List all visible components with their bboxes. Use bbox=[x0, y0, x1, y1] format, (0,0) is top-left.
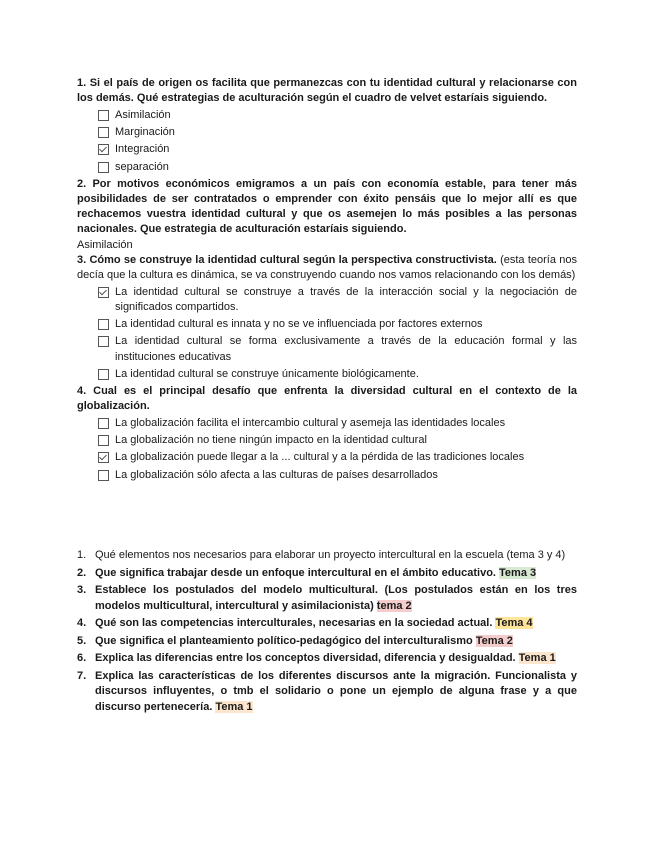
topic-list bbox=[77, 548, 577, 717]
quiz-section bbox=[77, 76, 577, 485]
list-item: 2. Que significa trabajar desde un enfoque intercultural en el ámbito educativo. Tema 3 bbox=[77, 566, 537, 579]
checkbox-icon[interactable] bbox=[98, 110, 109, 121]
checkbox-icon[interactable] bbox=[98, 369, 109, 380]
checked-checkbox-icon[interactable] bbox=[98, 287, 109, 298]
topic-tag: Tema 2 bbox=[475, 634, 513, 647]
checked-checkbox-icon[interactable] bbox=[98, 144, 109, 155]
question-1: 1. Si el país de origen os facilita que permanezcas con tu identidad cultural y relacionarse con los demás. Qué estrategias de aculturación según el cuadro de velvet estaríais siguiendo. bbox=[77, 77, 577, 104]
question-3-options bbox=[77, 285, 577, 382]
option[interactable]: La globalización sólo afecta a las culturas de países desarrollados bbox=[98, 468, 577, 483]
option[interactable]: La globalización puede llegar a la ... cultural y a la pérdida de las tradiciones locales bbox=[98, 450, 577, 465]
topic-tag: Tema 1 bbox=[518, 652, 556, 664]
option[interactable]: La identidad cultural se construye únicamente biológicamente. bbox=[98, 367, 577, 382]
question-4: 4. Cual es el principal desafío que enfrenta la diversidad cultural en el contexto de la globalización. bbox=[77, 385, 577, 413]
question-1-options bbox=[77, 108, 577, 175]
checkbox-icon[interactable] bbox=[98, 336, 109, 347]
question-3-note: (esta teoría nos decía que la cultura es dinámica, se va construyendo cuando nos vamos relacionando con los demás) bbox=[77, 253, 577, 281]
question-2-answer: Asimilación bbox=[77, 238, 133, 251]
checkbox-icon[interactable] bbox=[98, 162, 109, 173]
checkbox-icon[interactable] bbox=[98, 127, 109, 138]
option[interactable]: La globalización no tiene ningún impacto en la identidad cultural bbox=[98, 433, 577, 448]
list-item: 1. Qué elementos nos necesarios para elaborar un proyecto intercultural en la escuela (tema 3 y 4) bbox=[77, 549, 566, 561]
option[interactable]: La globalización facilita el intercambio cultural y asemeja las identidades locales bbox=[98, 416, 577, 431]
checkbox-icon[interactable] bbox=[98, 470, 109, 481]
topic-tag: Tema 4 bbox=[495, 617, 533, 629]
list-item: 4. Qué son las competencias interculturales, necesarias en la sociedad actual. Tema 4 bbox=[77, 617, 533, 629]
question-2: 2. Por motivos económicos emigramos a un país con economía estable, para tener más posibilidades de ser contratados o emprender con éxito pensáis que lo mejor allí es que rechacemos vuestra identidad cultural y que os asemejen lo más posibles a las personas nacionales. Que estrategia de aculturación estaríais siguiendo. bbox=[77, 177, 577, 235]
option[interactable]: La identidad cultural se construye a través de la interacción social y la negociación de significados compartidos. bbox=[98, 285, 577, 315]
topic-tag: tema 2 bbox=[376, 599, 412, 612]
checked-checkbox-icon[interactable] bbox=[98, 452, 109, 463]
option[interactable]: La identidad cultural es innata y no se ve influenciada por factores externos bbox=[98, 317, 577, 332]
question-4-options bbox=[77, 416, 577, 483]
option[interactable]: Integración bbox=[98, 142, 577, 157]
list-item: 5. Que significa el planteamiento político-pedagógico del interculturalismo Tema 2 bbox=[77, 634, 513, 647]
checkbox-icon[interactable] bbox=[98, 319, 109, 330]
topic-tag: Tema 1 bbox=[215, 700, 253, 713]
checkbox-icon[interactable] bbox=[98, 418, 109, 429]
topic-tag: Tema 3 bbox=[499, 566, 537, 579]
list-item: 7. Explica las características de los diferentes discursos ante la migración. Funcionalista y discursos influyentes, o tmb el solidario o pone un ejemplo de alguna frase y a que discurso pertenecería. Tema 1 bbox=[77, 669, 577, 713]
option[interactable]: La identidad cultural se forma exclusivamente a través de la educación formal y las instituciones educativas bbox=[98, 334, 577, 364]
option[interactable]: separación bbox=[98, 160, 577, 175]
list-item: 6. Explica las diferencias entre los conceptos diversidad, diferencia y desigualdad. Tema 1 bbox=[77, 652, 556, 664]
option[interactable]: Asimilación bbox=[98, 108, 577, 123]
option[interactable]: Marginación bbox=[98, 125, 577, 140]
question-3-title: 3. Cómo se construye la identidad cultural según la perspectiva constructivista. bbox=[77, 253, 497, 266]
list-item: 3. Establece los postulados del modelo multicultural. (Los postulados están en los tres modelos multicultural, intercultural y asimilacionista) tema 2 bbox=[77, 584, 577, 612]
checkbox-icon[interactable] bbox=[98, 435, 109, 446]
question-3 bbox=[77, 253, 577, 283]
